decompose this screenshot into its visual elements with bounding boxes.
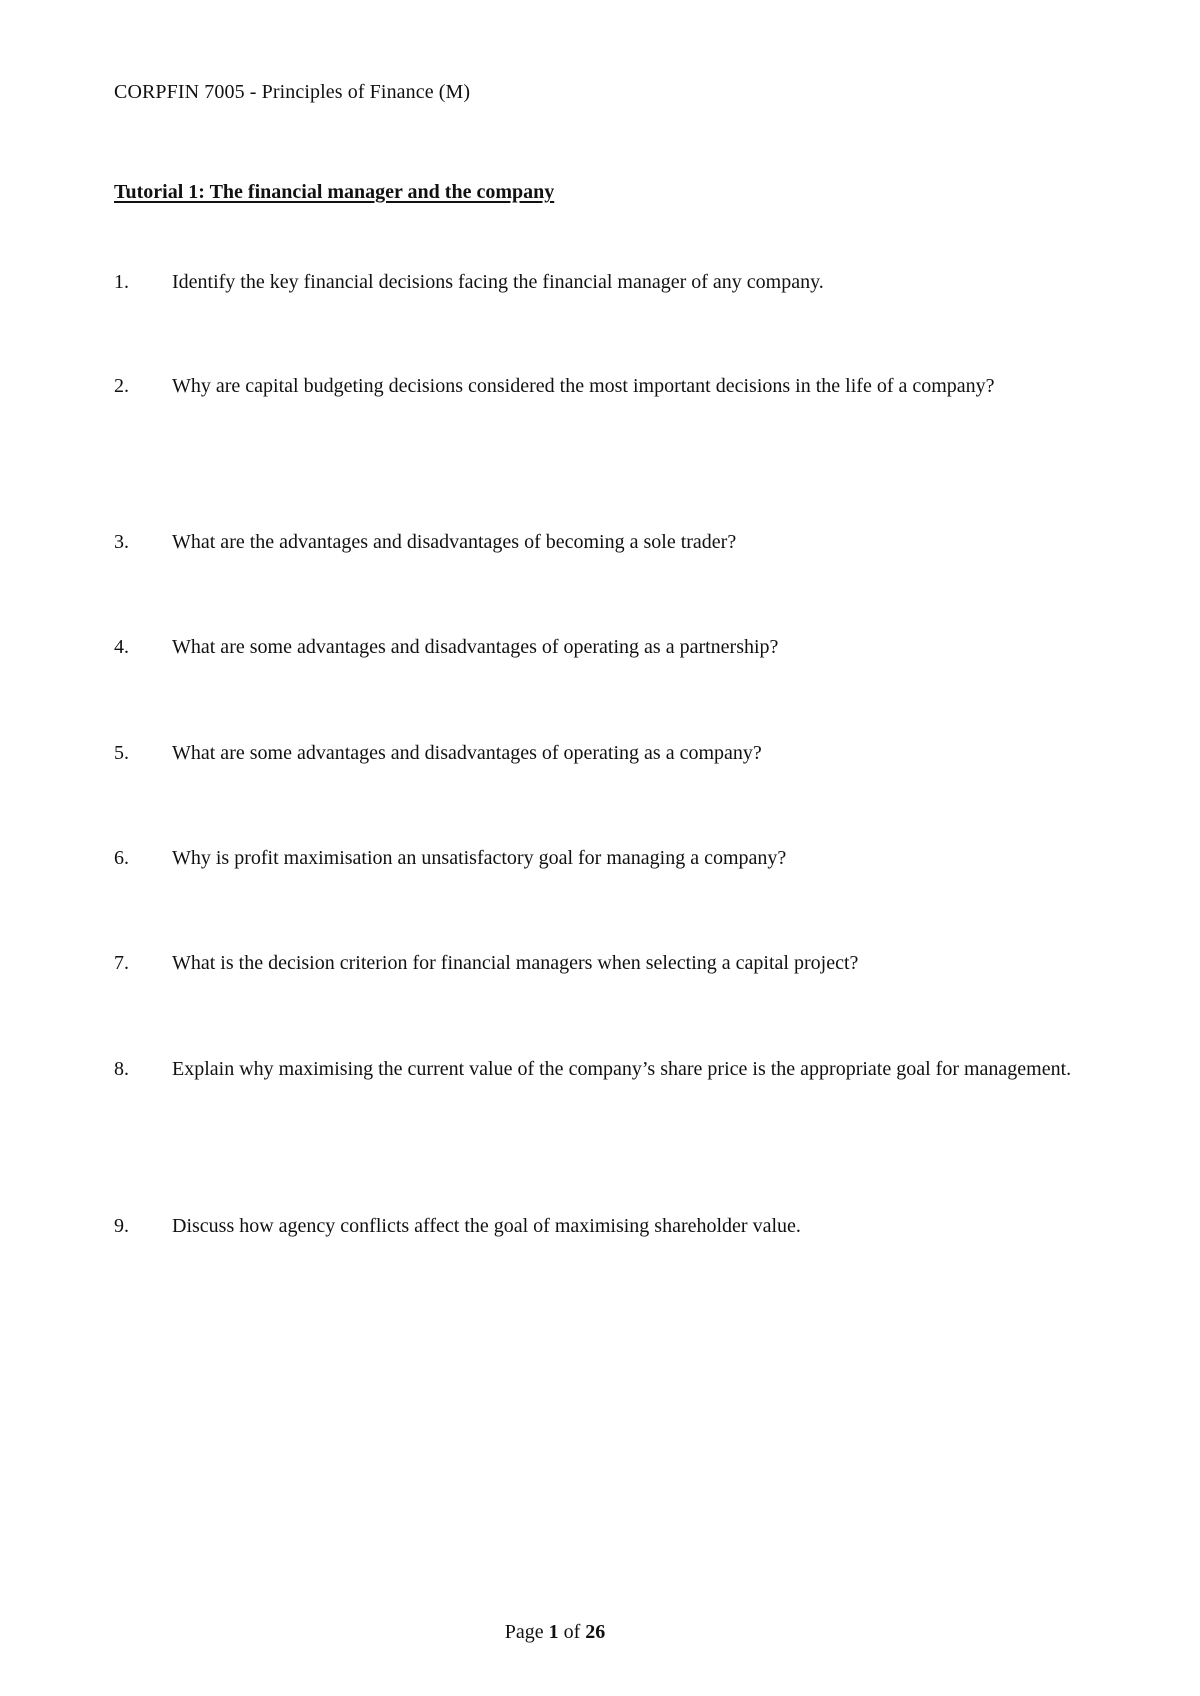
question-number: 6.: [114, 847, 129, 869]
question-5: [114, 725, 1094, 781]
page-label: Page: [504, 1621, 544, 1643]
question-text: What is the decision criterion for financial managers when selecting a capital project?: [172, 952, 859, 974]
course-header: CORPFIN 7005 - Principles of Finance (M): [114, 81, 471, 103]
page-current: 1: [548, 1621, 559, 1643]
question-text: Why is profit maximisation an unsatisfactory goal for managing a company?: [172, 847, 787, 869]
question-text: Explain why maximising the current value of the company’s share price is the appropriate goal for management.: [172, 1058, 1072, 1080]
question-text: What are some advantages and disadvantages of operating as a partnership?: [172, 636, 779, 658]
page-total: 26: [585, 1621, 606, 1643]
question-text: Identify the key financial decisions facing the financial manager of any company.: [172, 271, 824, 293]
question-text: What are the advantages and disadvantages of becoming a sole trader?: [172, 531, 737, 553]
question-number: 3.: [114, 531, 129, 553]
question-4: [114, 619, 1094, 675]
question-text: What are some advantages and disadvantages of operating as a company?: [172, 742, 762, 764]
question-1: [114, 254, 1094, 310]
question-7: [114, 935, 1094, 991]
question-number: 7.: [114, 952, 129, 974]
question-8: [114, 1041, 1094, 1097]
of-label: of: [563, 1621, 581, 1643]
question-number: 2.: [114, 375, 129, 397]
question-6: [114, 830, 1094, 886]
question-number: 4.: [114, 636, 129, 658]
question-2: [114, 358, 1094, 414]
question-number: 9.: [114, 1215, 129, 1237]
question-3: [114, 514, 1094, 570]
question-number: 5.: [114, 742, 129, 764]
question-text: Discuss how agency conflicts affect the goal of maximising shareholder value.: [172, 1215, 801, 1237]
question-9: [114, 1198, 1094, 1254]
tutorial-title: Tutorial 1: The financial manager and the company: [114, 181, 555, 203]
question-number: 1.: [114, 271, 129, 293]
question-text: Why are capital budgeting decisions considered the most important decisions in the life of a company?: [172, 375, 995, 397]
question-number: 8.: [114, 1058, 129, 1080]
page-footer: [0, 1620, 1110, 1644]
